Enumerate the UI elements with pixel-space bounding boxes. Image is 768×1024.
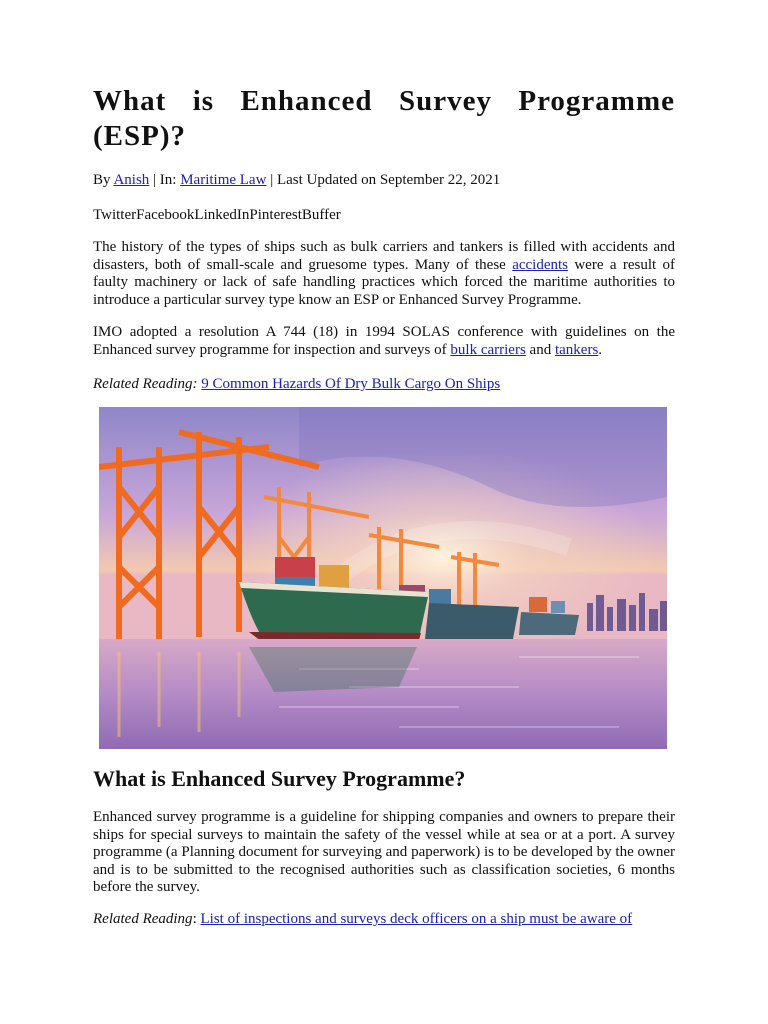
related-colon: :	[192, 911, 201, 927]
imo-text-before: IMO adopted a resolution A 744 (18) in 1994 SOLAS conference with guidelines on the Enhanced survey programme for inspection and surveys of	[93, 324, 675, 358]
by-prefix: By	[93, 172, 114, 188]
author-link[interactable]: Anish	[113, 172, 150, 188]
related-label-2: Related Reading	[93, 911, 193, 927]
category-link[interactable]: Maritime Law	[180, 172, 267, 188]
last-updated: | Last Updated on September 22, 2021	[266, 172, 501, 188]
port-photo	[99, 407, 667, 749]
intro-text-after: were a result of faulty machinery or lack of safe handling practices which forced the maritime authorities to introduce a particular survey type know an ESP or Enhanced Survey Programme.	[93, 256, 675, 308]
intro-text-before: The history of the types of ships such as bulk carriers and tankers is filled with accidents and disasters, both of small-scale and gruesome types. Many of these	[93, 239, 675, 273]
article-title: What is Enhanced Survey Programme (ESP)?	[93, 85, 675, 152]
related-reading-2	[93, 910, 675, 928]
related-link-hazards[interactable]: 9 Common Hazards Of Dry Bulk Cargo On Ships	[201, 376, 501, 392]
imo-text-after: .	[598, 341, 603, 358]
accidents-link[interactable]: accidents	[512, 256, 568, 273]
related-reading-1	[93, 375, 675, 393]
share-links[interactable]: TwitterFacebookLinkedInPinterestBuffer	[93, 207, 341, 223]
section-heading: What is Enhanced Survey Programme?	[93, 766, 466, 791]
esp-definition-paragraph: Enhanced survey programme is a guideline for shipping companies and owners to prepare their ships for special surveys to maintain the safety of the vessel while at sea or at a port. A survey programme (a Planning document for surveying and paperwork) is to be developed by the owner and is to be submitted to the recognised authorities such as classification societies, 6 months before the survey.	[93, 809, 675, 895]
imo-text-middle: and	[525, 341, 555, 358]
related-label: Related Reading:	[93, 376, 198, 392]
related-link-inspections[interactable]: List of inspections and surveys deck officers on a ship must be aware of	[200, 911, 633, 927]
imo-paragraph	[93, 324, 675, 359]
tankers-link[interactable]: tankers	[554, 341, 599, 358]
bulk-carriers-link[interactable]: bulk carriers	[450, 341, 526, 358]
intro-paragraph	[93, 239, 675, 309]
port-illustration	[99, 407, 667, 749]
article-meta	[93, 171, 675, 189]
in-prefix: | In:	[149, 172, 181, 188]
